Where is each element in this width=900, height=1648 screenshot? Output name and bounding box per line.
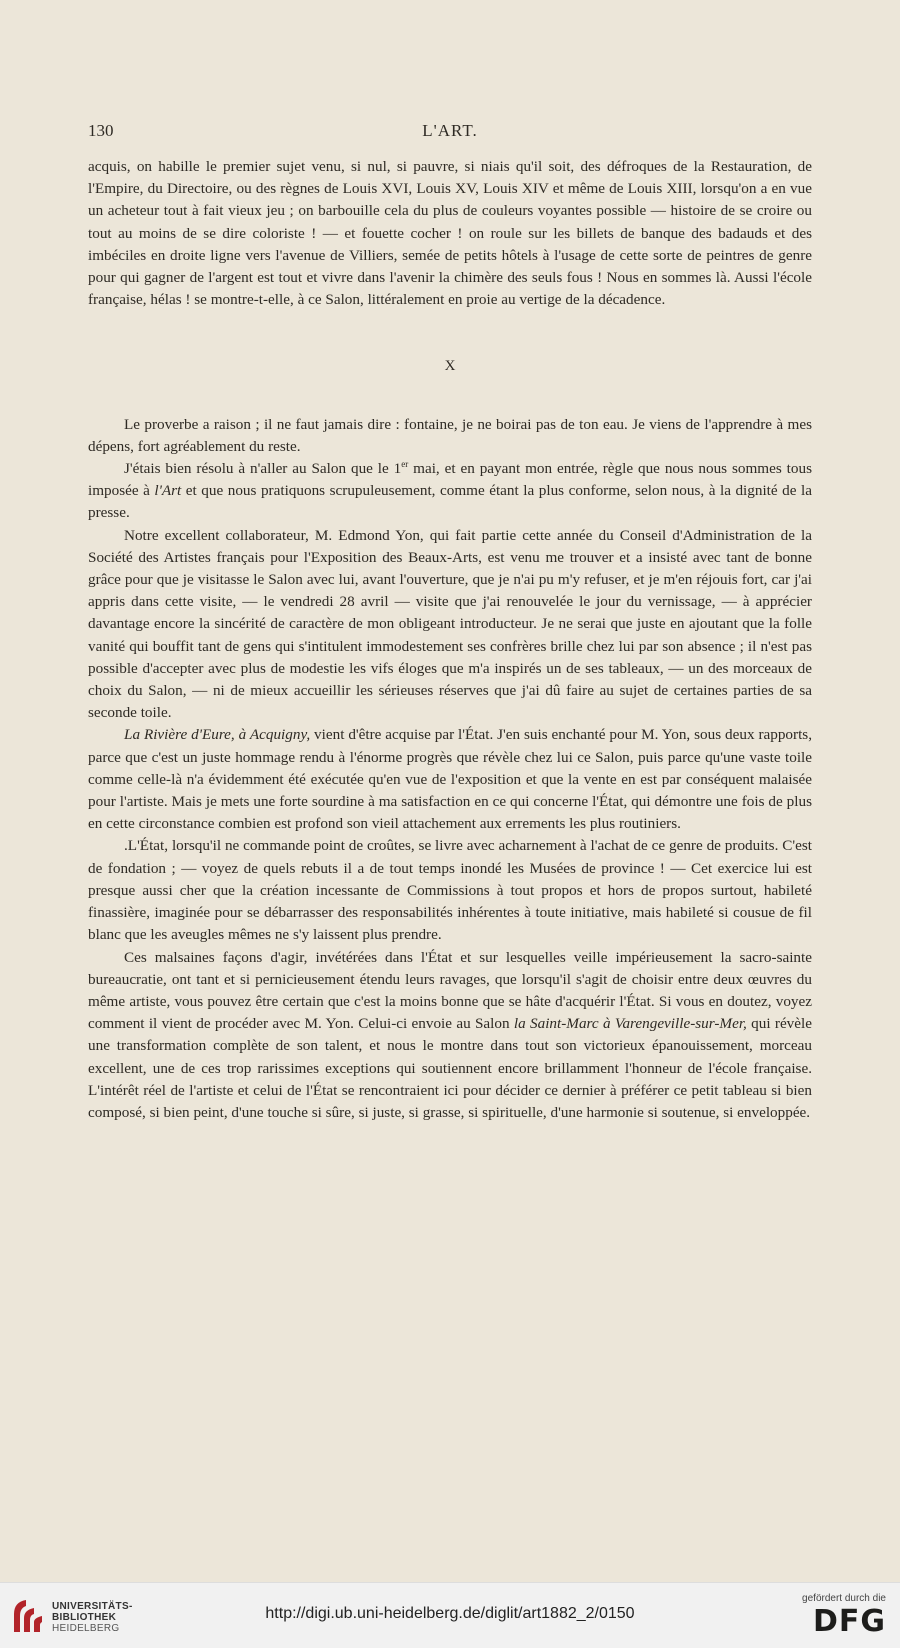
text-column	[88, 156, 812, 1124]
running-head: L'ART.	[422, 121, 478, 140]
funding-label: gefördert durch die	[802, 1593, 886, 1604]
paragraph-4: Notre excellent collaborateur, M. Edmond Yon, qui fait partie cette année du Conseil d'Administration de la Société des Artistes français pour l'Exposition des Beaux-Arts, est venu me trouver et a insisté avec tant de bonne grâce pour que je visitasse le Salon avec lui, avant l'ouverture, que je n'ai pu m'y refuser, et je m'en réjouis fort, car j'ai appris dans cette visite, — le vendredi 28 avril — visite que j'ai renouvelée le jour du vernissage, — à apprécier davantage encore la sincérité de caractère de mon obligeant introducteur. Je ne serai que juste en ajoutant que la folle vanité qui bouffit tant de gens qui s'intitulent immodestement ses confrères brille chez lui par son absence ; il n'est pas possible d'accepter avec plus de modestie les vifs éloges que m'a inspirés un de ses tableaux, — un des morceaux de choix du Salon, — ni de mieux accueillir les sérieuses réserves que j'ai dû faire au sujet de certaines parties de sa seconde toile.	[88, 526, 812, 722]
paragraph-3-text-b: mai, et en payant mon entrée, règle que nous nous sommes tous imposée à	[88, 460, 812, 500]
section-mark: X	[444, 358, 456, 375]
painting-title-riviere: La Rivière d'Eure, à Acquigny,	[124, 726, 311, 744]
ordinal-superscript: er	[401, 458, 409, 469]
library-name-line-1: UNIVERSITÄTS-	[52, 1601, 133, 1612]
paragraph-3-text-a: J'étais bien résolu à n'aller au Salon que le 1	[124, 460, 402, 478]
paragraph-5	[88, 724, 812, 835]
paragraph-2: Le proverbe a raison ; il ne faut jamais dire : fontaine, je ne boirai pas de ton eau. Je viens de l'apprendre à mes dépens, fort agréablement du reste.	[88, 415, 812, 455]
library-name-line-2: BIBLIOTHEK	[52, 1612, 117, 1623]
paragraph-3-text-c: et que nous pratiquons scrupuleusement, comme étant la plus conforme, selon nous, à la dignité de la presse.	[88, 482, 812, 522]
painting-title-saint-marc: la Saint-Marc à Varengeville-sur-Mer,	[513, 1015, 747, 1033]
funding-credit[interactable]	[802, 1593, 886, 1638]
permalink-url[interactable]: http://digi.ub.uni-heidelberg.de/diglit/art1882_2/0150	[265, 1605, 635, 1622]
dfg-logo: DFG	[812, 1604, 886, 1639]
paragraph-6: .L'État, lorsqu'il ne commande point de croûtes, se livre avec acharnement à l'achat de ce genre de produits. C'est de fondation ; — voyez de quels rebuts il a de tout temps inondé les Musées de province ! — Cet exercice lui est presque aussi cher que la création incessante de Commissions à tout propos et hors de propos surtout, habileté finassière, imaginée pour se débarrasser des responsabilités inhérentes à toute initiative, mais habileté si cousue de fil blanc que les aveugles mêmes ne s'y laissent plus prendre.	[88, 837, 812, 944]
paragraph-7-text-b: qui révèle une transformation complète de son talent, et nous le montre dans tout son victorieux épanouissement, morceau excellent, une de ces trop rarissimes exceptions qui soutiennent encore brillamment l'honneur de l'école française. L'intérêt réel de l'artiste et celui de l'État se rencontraient ici pour décider ce dernier à préférer ce petit tableau si bien composé, si bien peint, d'une touche si sûre, si juste, si grasse, si spirituelle, d'une harmonie si soutenue, si enveloppée.	[88, 1015, 812, 1121]
paragraph-3	[88, 458, 812, 525]
viewer-footer	[0, 1582, 900, 1648]
paragraph-5-text: vient d'être acquise par l'État. J'en suis enchanté pour M. Yon, sous deux rapports, parce que c'est un juste hommage rendu à l'énorme progrès que révèle chez lui ce Salon, puis parce qu'une vaste toile comme celle-là n'a évidemment été exécutée qu'en vue de l'exposition et que la vente en est par conséquent malaisée pour l'artiste. Mais je mets une forte sourdine à ma satisfaction en ce qui concerne l'État, qui démontre une fois de plus en cette circonstance combien est profond son vieil attachement aux errements les plus routiniers.	[88, 726, 813, 833]
page-header	[88, 121, 812, 143]
page-number: 130	[88, 121, 114, 140]
paragraph-7	[88, 947, 812, 1125]
journal-title: l'Art	[154, 482, 182, 500]
library-name-line-3: HEIDELBERG	[52, 1623, 120, 1634]
paragraph-1: acquis, on habille le premier sujet venu, si nul, si pauvre, si niais qu'il soit, des défroques de la Restauration, de l'Empire, du Directoire, ou des règnes de Louis XVI, Louis XV, Louis XIV et même de Louis XIII, lorsqu'on a en vue un acheteur tout à fait vieux jeu ; on barbouille cela du plus de couleurs voyantes possible — histoire de se croire ou tout au moins de se dire coloriste ! — et fouette cocher ! on roule sur les billets de banque des badauds et des imbéciles en droite ligne vers l'avenue de Villiers, semée de petits hôtels à l'usage de cette sorte de peintres de genre pour qui gagner de l'argent est tout et vivre dans l'avenir la chimère des seuls fous ! Nous en sommes là. Aussi l'école française, hélas ! se montre-t-elle, à ce Salon, littéralement en proie au vertige de la décadence.	[88, 158, 812, 309]
paragraph-7-text-a: Ces malsaines façons d'agir, invétérées dans l'État et sur lesquelles veille impérieusement la sacro-sainte bureaucratie, ont tant et si pernicieusement étendu leurs ravages, que lorsqu'il s'agit de choisir entre deux œuvres du même artiste, vous pouvez être certain que c'est la moins bonne que se hâte d'acquérir l'État. Si vous en doutez, voyez comment il vient de procéder avec M. Yon. Celui-ci envoie au Salon	[88, 948, 812, 1033]
